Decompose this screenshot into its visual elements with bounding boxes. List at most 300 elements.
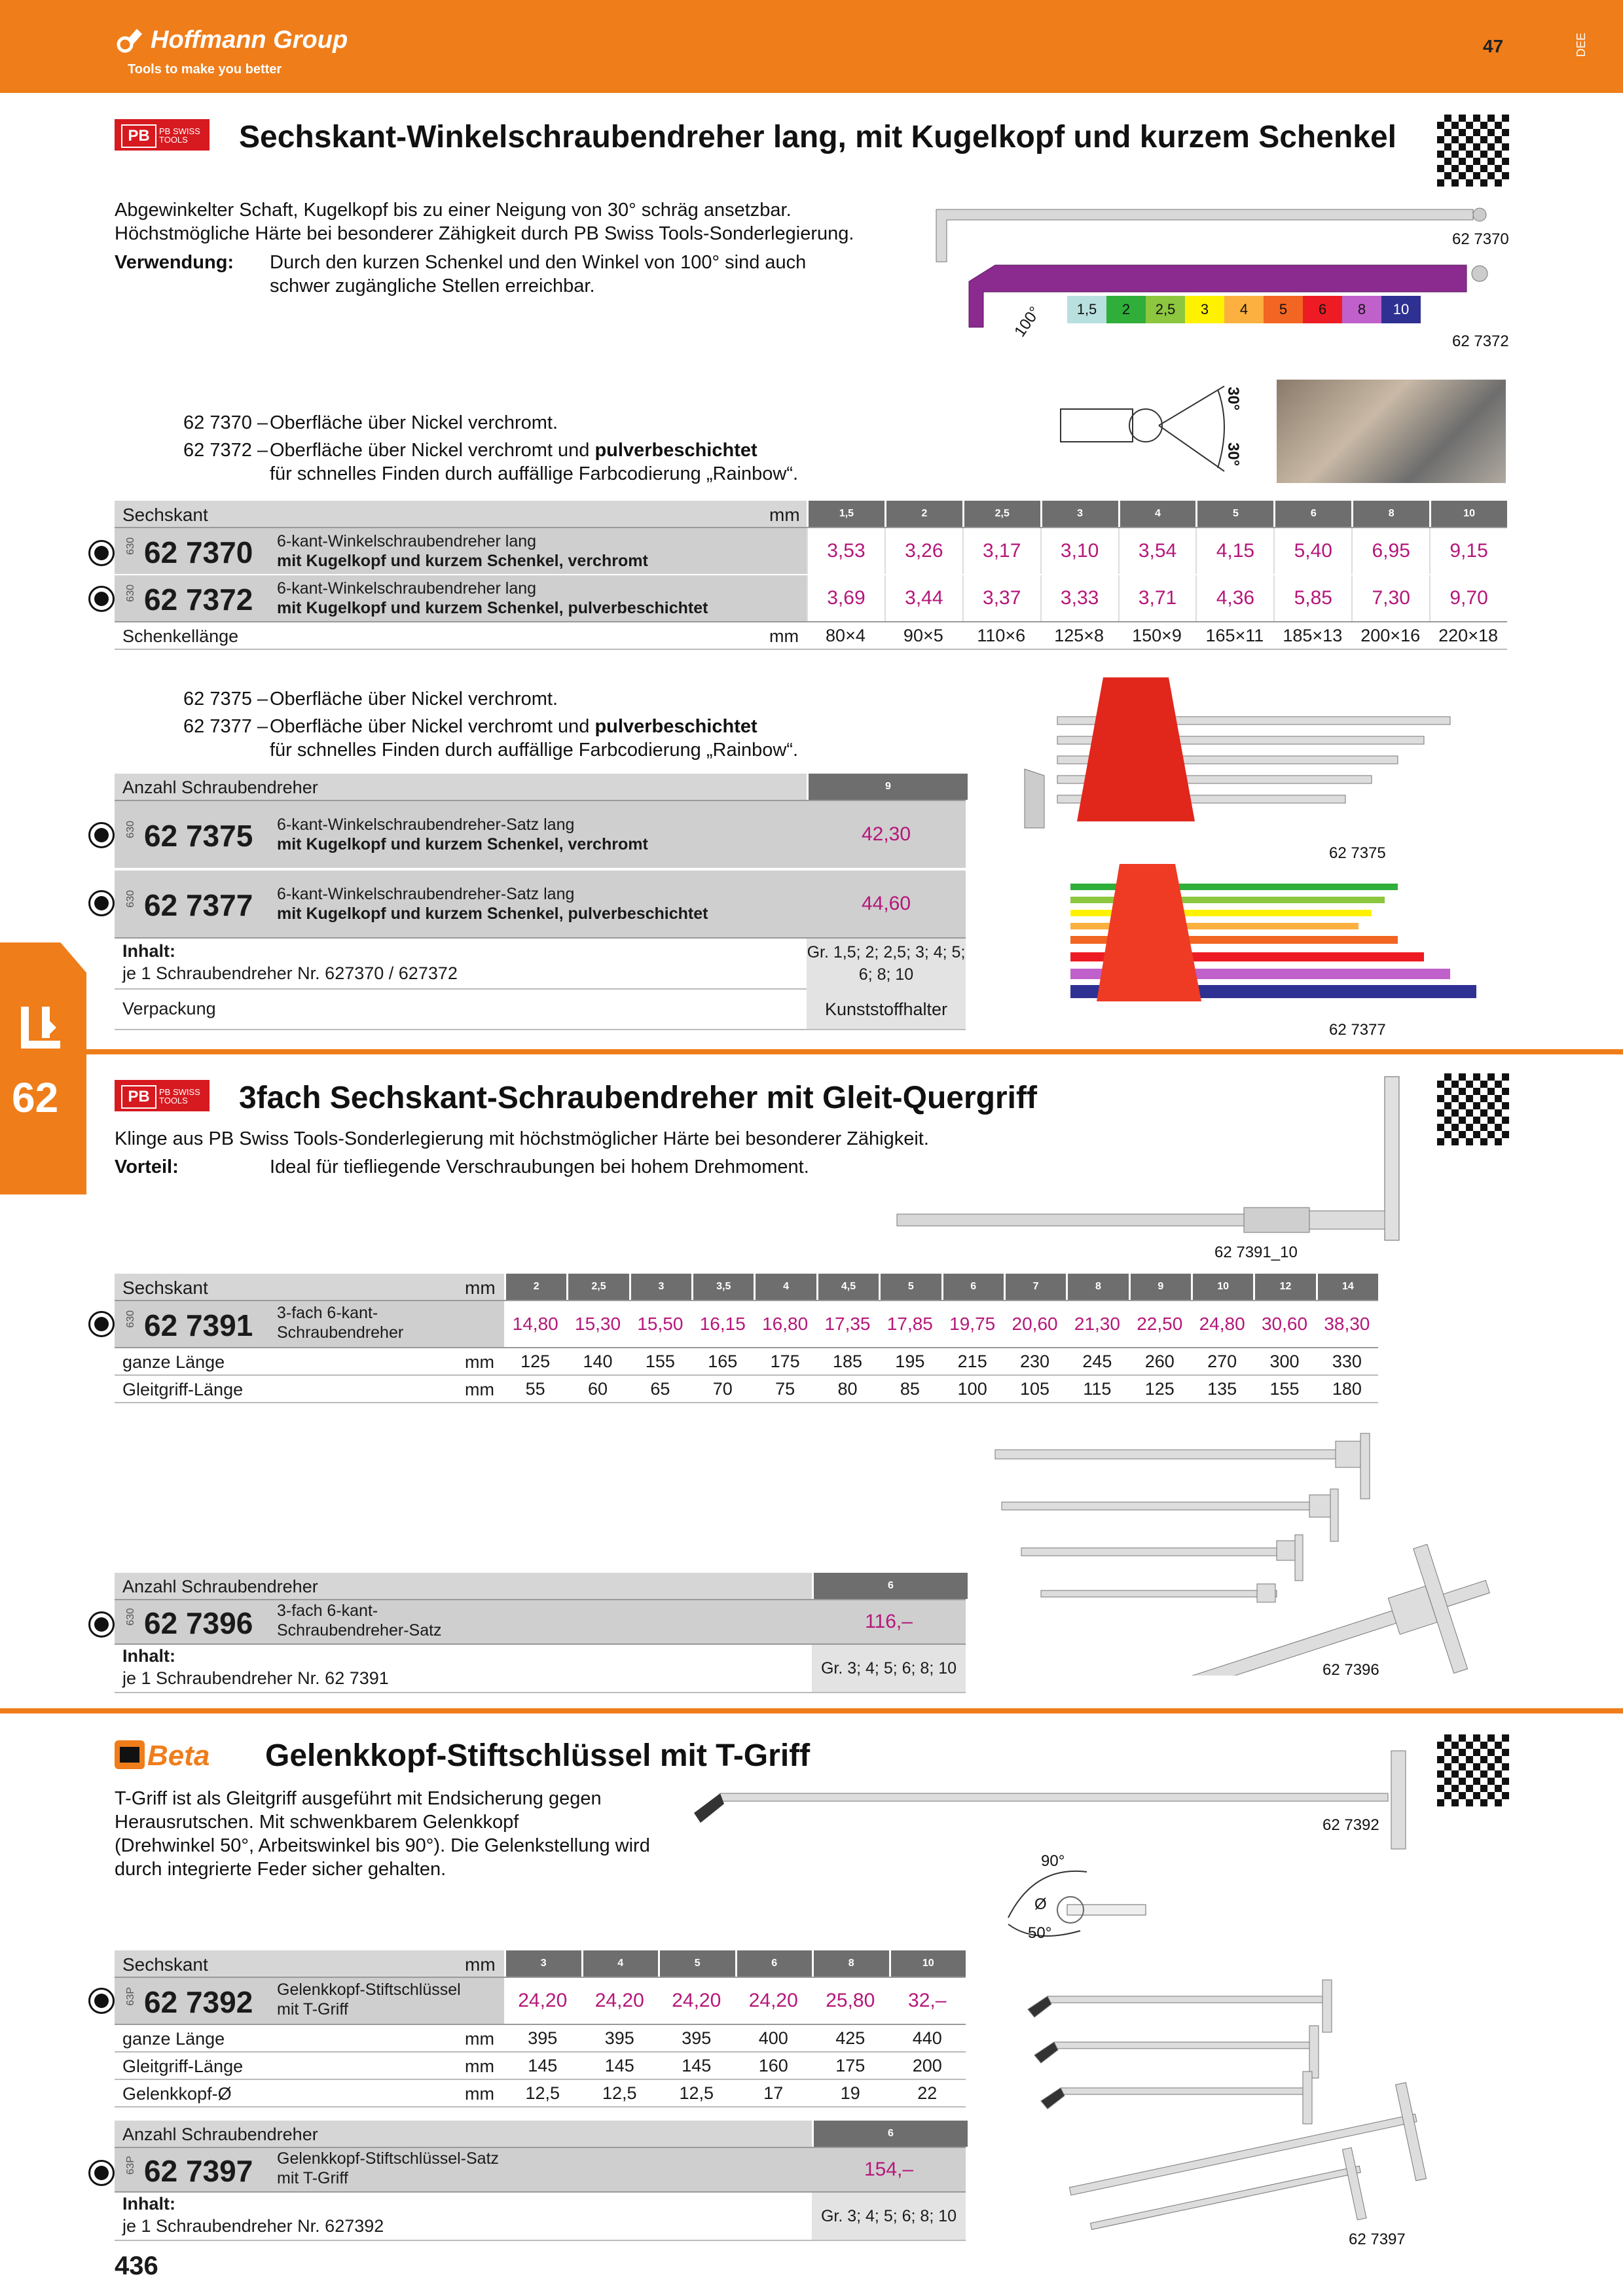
length-cell: 140	[583, 1352, 613, 1371]
s3-desc4: durch integrierte Feder sicher gehalten.	[115, 1859, 447, 1880]
s2t2-content-value: Gr. 3; 4; 5; 6; 8; 10	[812, 1645, 966, 1692]
s3t1-d2: mit T-Griff	[277, 2000, 348, 2018]
s1-desc1: Abgewinkelter Schaft, Kugelkopf bis zu einer Neigung von 30° schräg ansetzbar.	[115, 200, 792, 221]
swatch-3: 2,5	[1146, 296, 1185, 323]
swatch-7: 6	[1303, 296, 1342, 323]
s3t1-len-label: ganze Länge	[122, 2029, 225, 2049]
price-cell: 4,36	[1195, 575, 1273, 621]
size-cell: 3	[629, 1274, 691, 1300]
size-cell: 8	[812, 1950, 889, 1977]
price-cell: 16,15	[699, 1314, 746, 1334]
price-cell: 24,20	[748, 1990, 798, 2011]
s3t1-size-row	[504, 1950, 966, 1977]
ball-head-diagram	[1054, 376, 1231, 481]
grip-cell: 145	[604, 2056, 634, 2075]
s1-note2b: pulverbeschichtet	[594, 440, 757, 461]
s3t2-d1: Gelenkkopf-Stiftschlüssel-Satz	[277, 2149, 500, 2168]
s1-use2: schwer zugängliche Stellen erreichbar.	[270, 276, 595, 296]
t1-unit: mm	[769, 505, 800, 525]
set-627377-image	[1005, 857, 1476, 1014]
s1-img3-caption: 62 7375	[1329, 844, 1386, 862]
length-cell: 165×11	[1205, 626, 1264, 645]
size-cell: 5	[879, 1274, 941, 1300]
grip-cell: 75	[775, 1379, 795, 1399]
size-cell: 4,5	[816, 1274, 879, 1300]
t1-row1-d1: 6-kant-Winkelschraubendreher lang	[277, 532, 537, 550]
price-cell: 30,60	[1261, 1314, 1308, 1334]
t1-label: Sechskant	[122, 505, 208, 525]
size-cell: 8	[1066, 1274, 1128, 1300]
t1-lengths	[807, 622, 1507, 649]
t1-row1-art[interactable]: 62 7370	[144, 535, 253, 569]
order-radio-icon[interactable]	[88, 586, 115, 612]
s1-note3: Oberfläche über Nickel verchromt.	[270, 689, 558, 709]
grip-cell: 145	[682, 2056, 712, 2075]
length-cell: 440	[912, 2028, 942, 2048]
s2t2-d1: 3-fach 6-kant-	[277, 1602, 378, 1620]
table-627397	[115, 2121, 966, 2241]
length-cell: 165	[708, 1352, 738, 1371]
size-cell: 2	[504, 1274, 566, 1300]
grip-cell: 60	[588, 1379, 608, 1399]
hand-photo	[1277, 380, 1506, 483]
t2-row2-art[interactable]: 62 7377	[144, 888, 253, 922]
order-radio-icon[interactable]	[88, 1988, 115, 2014]
order-radio-icon[interactable]	[88, 1311, 115, 1337]
price-cell: 9,70	[1429, 575, 1507, 621]
length-cell: 395	[682, 2028, 712, 2048]
s3t1-heads	[504, 2080, 966, 2106]
s2t1-prices	[504, 1301, 1378, 1347]
s3t1-head-row	[115, 2080, 966, 2108]
price-cell: 38,30	[1324, 1314, 1370, 1334]
s3t1-head-unit: mm	[465, 2084, 494, 2104]
table-627391	[115, 1274, 1378, 1403]
swatch-4: 3	[1185, 296, 1224, 323]
s2t1-lengths	[504, 1348, 1378, 1374]
s1-desc2: Höchstmögliche Härte bei besonderer Zähigkeit durch PB Swiss Tools-Sonderlegierung.	[115, 223, 854, 244]
price-cell: 4,15	[1195, 528, 1273, 574]
qr-code-icon	[1437, 1073, 1509, 1145]
s1-img1-caption: 62 7370	[1452, 230, 1509, 248]
s1-note2c: für schnelles Finden durch auffällige Farbcodierung „Rainbow“.	[270, 463, 799, 484]
s2t1-grip-label: Gleitgriff-Länge	[122, 1380, 244, 1399]
t1-header	[115, 501, 1507, 528]
price-cell: 24,80	[1199, 1314, 1245, 1334]
t1-len-label: Schenkellänge	[122, 626, 239, 646]
tilt-label-bottom: 30°	[1224, 442, 1243, 467]
header-tagline: Tools to make you better	[128, 62, 282, 77]
t2-row1-code: 630	[125, 821, 136, 838]
s2t1-grip-unit: mm	[465, 1380, 494, 1399]
swatch-5: 4	[1224, 296, 1264, 323]
s3t2-label: Anzahl Schraubendreher	[122, 2125, 318, 2144]
length-cell: 125	[520, 1352, 551, 1371]
price-cell: 25,80	[826, 1990, 875, 2011]
pb-swiss-logo	[115, 1080, 210, 1111]
page-number-bottom: 436	[115, 2251, 158, 2280]
price-cell: 21,30	[1074, 1314, 1120, 1334]
hex-key-image	[923, 196, 1512, 347]
s2t2-d2: Schraubendreher-Satz	[277, 1621, 442, 1640]
s2-img2-caption: 62 7396	[1322, 1661, 1379, 1679]
s2t1-len-unit: mm	[465, 1352, 494, 1372]
qr-code-icon	[1437, 1734, 1509, 1806]
size-cell: 4	[754, 1274, 816, 1300]
price-cell: 24,20	[518, 1990, 568, 2011]
price-cell: 3,33	[1040, 575, 1118, 621]
s2t2-content-text: je 1 Schraubendreher Nr. 62 7391	[122, 1668, 389, 1688]
price-cell: 3,53	[807, 528, 884, 574]
pb-logo-text: PB SWISS TOOLS	[159, 126, 200, 145]
set-627375-image	[1005, 664, 1476, 848]
price-cell: 3,54	[1118, 528, 1196, 574]
size-cell: 10	[1191, 1274, 1253, 1300]
pb-logo-mark: PB	[121, 124, 156, 148]
s2t1-len-row	[115, 1348, 1378, 1376]
head-cell: 22	[917, 2083, 938, 2103]
s1-note1-code: 62 7370 –	[183, 412, 268, 433]
size-cell: 9	[1129, 1274, 1191, 1300]
order-radio-icon[interactable]	[88, 540, 115, 566]
t2-content-values	[807, 939, 966, 991]
price-cell: 3,37	[962, 575, 1040, 621]
s3t2-content-text: je 1 Schraubendreher Nr. 627392	[122, 2216, 384, 2236]
length-cell: 80×4	[826, 626, 866, 645]
s3t1-code: 63P	[125, 1987, 136, 2006]
beta-logo-text: Beta	[147, 1740, 210, 1772]
size-cell: 6	[941, 1274, 1004, 1300]
t2-row2-price: 44,60	[861, 893, 911, 914]
t2-pack-label: Verpackung	[122, 999, 216, 1018]
s3-desc2: Herausrutschen. Mit schwenkbarem Gelenkkopf	[115, 1812, 519, 1833]
length-cell: 260	[1144, 1352, 1175, 1371]
order-radio-icon[interactable]	[88, 822, 115, 848]
price-cell: 3,71	[1118, 575, 1196, 621]
language-tag: DEE	[1575, 33, 1588, 58]
t1-size: 2	[884, 501, 962, 527]
t2-row1-art[interactable]: 62 7375	[144, 819, 253, 853]
swatch-2: 2	[1106, 296, 1146, 323]
t1-size: 4	[1118, 501, 1196, 527]
t2-content-label: Inhalt:	[122, 941, 175, 961]
grip-cell: 175	[835, 2056, 866, 2075]
length-cell: 155	[645, 1352, 675, 1371]
s3t2-count: 6	[812, 2121, 968, 2147]
pb-logo-mark: PB	[121, 1085, 156, 1109]
s3t2-content-row	[115, 2193, 966, 2241]
s3t2-art[interactable]: 62 7397	[144, 2154, 253, 2188]
swatch-1: 1,5	[1067, 296, 1106, 323]
s1-use-label: Verwendung:	[115, 252, 234, 273]
swivel-angle-diagram	[995, 1852, 1152, 1950]
t2-content-val1: Gr. 1,5; 2; 2,5; 3; 4; 5;	[807, 943, 966, 961]
size-cell: 6	[735, 1950, 812, 1977]
section2-title: 3fach Sechskant-Schraubendreher mit Gleit-Quergriff	[239, 1081, 1037, 1115]
s2t1-unit: mm	[465, 1278, 496, 1298]
price-cell: 3,26	[884, 528, 962, 574]
t1-row2-art[interactable]: 62 7372	[144, 583, 253, 617]
price-cell: 20,60	[1012, 1314, 1058, 1334]
grip-cell: 125	[1144, 1379, 1175, 1399]
table-row	[115, 870, 966, 939]
s3t2-content-label: Inhalt:	[122, 2194, 175, 2214]
t2-row2-code: 630	[125, 890, 136, 908]
grip-cell: 100	[957, 1379, 987, 1399]
s2-adv-label: Vorteil:	[115, 1157, 179, 1177]
s1-img2-caption: 62 7372	[1452, 332, 1509, 350]
s1-angle-label: 100°	[1011, 303, 1044, 340]
grip-cell: 145	[528, 2056, 558, 2075]
t2-header	[115, 774, 966, 801]
t2-row2-d1: 6-kant-Winkelschraubendreher-Satz lang	[277, 885, 575, 903]
s1-note4b: pulverbeschichtet	[594, 716, 757, 737]
length-cell: 195	[895, 1352, 925, 1371]
price-cell: 5,40	[1273, 528, 1351, 574]
t2-row2-d2: mit Kugelkopf und kurzem Schenkel, pulverbeschichtet	[277, 905, 708, 923]
header-brand: Hoffmann Group	[151, 26, 348, 54]
table-row	[115, 1978, 966, 2025]
s1-note4c: für schnelles Finden durch auffällige Farbcodierung „Rainbow“.	[270, 740, 799, 761]
size-cell: 10	[889, 1950, 966, 1977]
length-cell: 215	[957, 1352, 987, 1371]
size-cell: 3,5	[691, 1274, 754, 1300]
size-cell: 3	[504, 1950, 581, 1977]
t2-pack-row	[115, 990, 966, 1030]
s2t2-code: 630	[125, 1608, 136, 1626]
t-handle-screwdriver-image	[877, 1073, 1401, 1244]
s3-angle1: 90°	[1041, 1852, 1065, 1870]
table-row	[115, 1301, 1378, 1348]
t1-row2-d1: 6-kant-Winkelschraubendreher lang	[277, 579, 537, 598]
size-cell: 4	[581, 1950, 659, 1977]
length-cell: 110×6	[977, 626, 1026, 645]
length-cell: 330	[1332, 1352, 1362, 1371]
s3-img2-caption: 62 7397	[1349, 2231, 1406, 2248]
price-cell: 9,15	[1429, 528, 1507, 574]
s3t1-head-label: Gelenkkopf-Ø	[122, 2084, 232, 2104]
s2-img1-caption: 62 7391_10	[1214, 1244, 1298, 1261]
s3t1-len-unit: mm	[465, 2029, 494, 2049]
s2t2-price: 116,–	[865, 1611, 913, 1632]
price-cell: 22,50	[1137, 1314, 1183, 1334]
swatch-8: 8	[1342, 296, 1381, 323]
length-cell: 270	[1207, 1352, 1237, 1371]
t2-count: 9	[807, 774, 968, 800]
grip-cell: 80	[837, 1379, 858, 1399]
price-cell: 19,75	[949, 1314, 996, 1334]
price-cell: 3,17	[962, 528, 1040, 574]
s1-img4-caption: 62 7377	[1329, 1021, 1386, 1039]
s1-note4-code: 62 7377 –	[183, 716, 268, 737]
page-number-top: 47	[1483, 36, 1504, 56]
t1-row1-prices	[807, 528, 1507, 574]
table-row	[115, 801, 966, 870]
beta-logo	[115, 1738, 246, 1772]
t-handle-key-image	[681, 1741, 1427, 1859]
grip-cell: 65	[650, 1379, 670, 1399]
swatch-9: 10	[1381, 296, 1421, 323]
t1-size: 2,5	[962, 501, 1040, 527]
size-cell: 5	[658, 1950, 735, 1977]
s3t1-d1: Gelenkkopf-Stiftschlüssel	[277, 1981, 461, 1999]
s3t1-len-row	[115, 2025, 966, 2053]
grip-cell: 160	[758, 2056, 788, 2075]
price-cell: 15,50	[637, 1314, 684, 1334]
s3-desc1: T-Griff ist als Gleitgriff ausgeführt mit Endsicherung gegen	[115, 1788, 602, 1809]
size-cell: 12	[1253, 1274, 1315, 1300]
swatch-6: 5	[1264, 296, 1303, 323]
s2t1-art[interactable]: 62 7391	[144, 1308, 253, 1342]
price-cell: 3,69	[807, 575, 884, 621]
length-cell: 230	[1020, 1352, 1050, 1371]
t2-row1-d1: 6-kant-Winkelschraubendreher-Satz lang	[277, 816, 575, 834]
s3t1-grip-unit: mm	[465, 2056, 494, 2076]
pb-logo-text: PB SWISS TOOLS	[159, 1087, 200, 1105]
s3t1-header	[115, 1950, 966, 1978]
t1-len-unit: mm	[769, 626, 799, 646]
grip-cell: 85	[900, 1379, 920, 1399]
t2-content-text: je 1 Schraubendreher Nr. 627370 / 627372	[122, 963, 458, 983]
hoffmann-logo-icon	[115, 25, 146, 56]
head-cell: 12,5	[679, 2083, 714, 2103]
t2-row1-d2: mit Kugelkopf und kurzem Schenkel, verchromt	[277, 835, 648, 853]
s2t2-header	[115, 1573, 966, 1600]
qr-code-icon	[1437, 115, 1509, 187]
s3t1-label: Sechskant	[122, 1954, 208, 1975]
s1-note2	[270, 439, 757, 462]
t1-size: 5	[1195, 501, 1273, 527]
s2t1-size-row	[504, 1274, 1378, 1300]
t1-size: 1,5	[807, 501, 884, 527]
t1-size-row	[807, 501, 1507, 527]
section1-title: Sechskant-Winkelschraubendreher lang, mit Kugelkopf und kurzem Schenkel	[239, 120, 1396, 154]
s3t2-code: 63P	[125, 2156, 136, 2175]
s3t1-prices	[504, 1978, 966, 2024]
length-cell: 425	[835, 2028, 866, 2048]
head-cell: 17	[763, 2083, 784, 2103]
tilt-label-top: 30°	[1224, 386, 1243, 411]
price-cell: 15,30	[575, 1314, 621, 1334]
t1-row1-code: 630	[125, 537, 136, 555]
chapter-number: 62	[12, 1074, 59, 1121]
section3-title: Gelenkkopf-Stiftschlüssel mit T-Griff	[265, 1738, 811, 1773]
table-row	[115, 528, 1507, 575]
length-cell: 300	[1269, 1352, 1300, 1371]
s3t1-lengths	[504, 2025, 966, 2051]
head-cell: 19	[840, 2083, 860, 2103]
chapter-tab	[0, 942, 86, 1194]
price-cell: 17,35	[824, 1314, 871, 1334]
order-radio-icon[interactable]	[88, 1611, 115, 1638]
price-cell: 6,95	[1351, 528, 1429, 574]
s3-diam: Ø	[1034, 1895, 1047, 1913]
s1-note4a: Oberfläche über Nickel verchromt und	[270, 716, 595, 737]
s3t1-grip-row	[115, 2053, 966, 2080]
t2-content-row	[115, 939, 966, 990]
length-cell: 175	[770, 1352, 800, 1371]
s2t2-content-row	[115, 1645, 966, 1693]
t1-size: 6	[1273, 501, 1351, 527]
table-row	[115, 2148, 966, 2193]
length-cell: 400	[758, 2028, 788, 2048]
s3-img1-caption: 62 7392	[1322, 1816, 1379, 1834]
table-627375	[115, 774, 966, 1030]
grip-cell: 55	[525, 1379, 545, 1399]
table-627396	[115, 1573, 966, 1693]
s1-note2a: Oberfläche über Nickel verchromt und	[270, 440, 595, 461]
s1-note2-code: 62 7372 –	[183, 440, 268, 461]
s1-use1: Durch den kurzen Schenkel und den Winkel von 100° sind auch	[270, 252, 807, 273]
s3-desc3: (Drehwinkel 50°, Arbeitswinkel bis 90°). Die Gelenkstellung wird	[115, 1835, 650, 1856]
tools-icon	[18, 1001, 64, 1054]
price-cell: 16,80	[762, 1314, 809, 1334]
s3t2-header	[115, 2121, 966, 2148]
length-cell: 245	[1082, 1352, 1112, 1371]
price-cell: 24,20	[594, 1990, 644, 2011]
t1-size: 10	[1429, 501, 1507, 527]
order-radio-icon[interactable]	[88, 890, 115, 916]
size-cell: 14	[1316, 1274, 1378, 1300]
table-627370	[115, 501, 1507, 650]
s3t1-grip-label: Gleitgriff-Länge	[122, 2056, 244, 2076]
section-separator	[0, 1708, 1623, 1713]
s2t1-grips	[504, 1376, 1378, 1402]
s3t1-unit: mm	[465, 1954, 496, 1975]
t2-pack-value: Kunststoffhalter	[807, 990, 966, 1029]
t1-row2-d2: mit Kugelkopf und kurzem Schenkel, pulverbeschichtet	[277, 599, 708, 617]
s1-note3-code: 62 7375 –	[183, 689, 268, 709]
s2t2-art[interactable]: 62 7396	[144, 1606, 253, 1640]
s2t1-code: 630	[125, 1310, 136, 1328]
size-cell: 7	[1004, 1274, 1066, 1300]
s2t1-grip-row	[115, 1376, 1378, 1403]
length-cell: 200×16	[1360, 626, 1421, 645]
length-cell: 395	[528, 2028, 558, 2048]
s1-note1: Oberfläche über Nickel verchromt.	[270, 412, 558, 433]
price-cell: 5,85	[1273, 575, 1351, 621]
length-cell: 220×18	[1438, 626, 1498, 645]
s2t1-header	[115, 1274, 1378, 1301]
s2t2-label: Anzahl Schraubendreher	[122, 1577, 318, 1596]
pb-swiss-logo	[115, 119, 210, 151]
s2t1-d2: Schraubendreher	[277, 1323, 404, 1342]
section-separator	[0, 1049, 1623, 1054]
t1-row1-d2: mit Kugelkopf und kurzem Schenkel, verchromt	[277, 552, 648, 570]
length-cell: 185	[832, 1352, 862, 1371]
grip-cell: 180	[1332, 1379, 1362, 1399]
s2t2-count: 6	[812, 1573, 968, 1599]
size-cell: 2,5	[566, 1274, 629, 1300]
order-radio-icon[interactable]	[88, 2160, 115, 2186]
t2-content-val2: 6; 8; 10	[858, 965, 914, 984]
price-cell: 17,85	[886, 1314, 933, 1334]
grip-cell: 155	[1269, 1379, 1300, 1399]
length-cell: 395	[604, 2028, 634, 2048]
s2t1-d1: 3-fach 6-kant-	[277, 1304, 378, 1322]
table-row	[115, 1600, 966, 1645]
table-row	[115, 575, 1507, 622]
s3t1-grips	[504, 2053, 966, 2079]
s3t1-art[interactable]: 62 7392	[144, 1985, 253, 2019]
price-cell: 3,44	[884, 575, 962, 621]
s2-desc1: Klinge aus PB Swiss Tools-Sonderlegierung mit höchstmöglicher Härte bei besonderer Zähigkeit.	[115, 1128, 929, 1149]
grip-cell: 115	[1083, 1379, 1112, 1399]
t1-row2-prices	[807, 575, 1507, 621]
s1-note4	[270, 715, 757, 738]
price-cell: 32,–	[908, 1990, 947, 2011]
rainbow-swatches	[1067, 296, 1421, 323]
